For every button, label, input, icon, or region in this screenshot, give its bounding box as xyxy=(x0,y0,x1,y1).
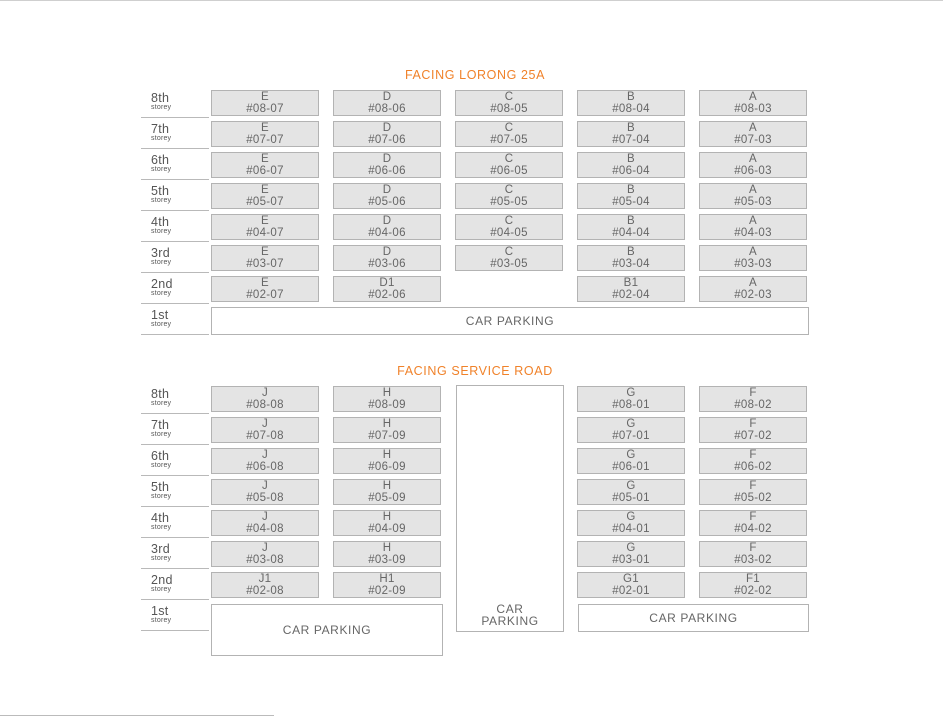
unit-number: #08-09 xyxy=(368,399,406,411)
unit-number: #06-03 xyxy=(734,165,772,177)
storey-divider xyxy=(141,475,209,476)
car-parking-column xyxy=(456,385,564,632)
unit-type: J xyxy=(261,480,269,492)
storey-word: storey xyxy=(151,616,172,624)
unit-type: G xyxy=(626,387,636,399)
unit-cell[interactable] xyxy=(455,245,563,271)
storey-divider xyxy=(141,272,209,273)
unit-number: #04-07 xyxy=(246,227,284,239)
storey-word: storey xyxy=(151,430,172,438)
storey-word: storey xyxy=(151,196,172,204)
unit-cell[interactable] xyxy=(211,90,319,116)
unit-type: B xyxy=(627,153,635,165)
storey-word: storey xyxy=(151,523,172,531)
footer-rule xyxy=(0,715,274,716)
unit-number: #08-03 xyxy=(734,103,772,115)
unit-cell[interactable] xyxy=(211,245,319,271)
unit-cell[interactable] xyxy=(699,90,807,116)
unit-number: #06-02 xyxy=(734,461,772,473)
storey-number: 5th xyxy=(151,480,170,494)
unit-cell[interactable] xyxy=(211,479,319,505)
unit-cell[interactable] xyxy=(577,121,685,147)
unit-type: J xyxy=(261,449,269,461)
unit-type: C xyxy=(504,122,514,134)
unit-number: #05-03 xyxy=(734,196,772,208)
unit-cell[interactable] xyxy=(211,448,319,474)
unit-type: E xyxy=(261,277,269,289)
unit-number: #06-09 xyxy=(368,461,406,473)
storey-divider xyxy=(141,148,209,149)
unit-number: #05-01 xyxy=(612,492,650,504)
unit-number: #08-08 xyxy=(246,399,284,411)
storey-label xyxy=(151,247,209,266)
storey-word: storey xyxy=(151,134,172,142)
unit-type: G xyxy=(626,542,636,554)
storey-number: 1st xyxy=(151,308,169,322)
storey-number: 3rd xyxy=(151,246,170,260)
unit-cell[interactable] xyxy=(699,386,807,412)
unit-type: B xyxy=(627,184,635,196)
unit-type: H1 xyxy=(379,573,395,585)
unit-type: B1 xyxy=(623,277,639,289)
unit-cell[interactable] xyxy=(577,479,685,505)
storey-label xyxy=(151,574,209,593)
storey-divider xyxy=(141,117,209,118)
unit-cell[interactable] xyxy=(577,183,685,209)
unit-type: B xyxy=(627,122,635,134)
unit-type: D xyxy=(382,246,392,258)
storey-word: storey xyxy=(151,227,172,235)
unit-number: #03-03 xyxy=(734,258,772,270)
unit-number: #07-07 xyxy=(246,134,284,146)
unit-number: #03-04 xyxy=(612,258,650,270)
unit-number: #08-04 xyxy=(612,103,650,115)
car-parking-left xyxy=(211,604,443,656)
unit-number: #02-08 xyxy=(246,585,284,597)
unit-cell[interactable] xyxy=(577,276,685,302)
car-parking-label: CAR PARKING xyxy=(649,611,738,625)
unit-type: H xyxy=(382,480,392,492)
storey-word: storey xyxy=(151,289,172,297)
storey-label xyxy=(151,309,209,328)
unit-number: #05-04 xyxy=(612,196,650,208)
unit-type: H xyxy=(382,418,392,430)
storey-number: 5th xyxy=(151,184,170,198)
unit-cell[interactable] xyxy=(333,183,441,209)
unit-cell[interactable] xyxy=(333,214,441,240)
storey-divider xyxy=(141,568,209,569)
unit-type: G xyxy=(626,511,636,523)
storey-label xyxy=(151,605,209,624)
unit-type: A xyxy=(749,246,757,258)
storey-label xyxy=(151,481,209,500)
unit-cell[interactable] xyxy=(699,152,807,178)
storey-divider xyxy=(141,599,209,600)
storey-label xyxy=(151,185,209,204)
unit-number: #04-09 xyxy=(368,523,406,535)
unit-cell[interactable] xyxy=(699,183,807,209)
unit-cell[interactable] xyxy=(577,386,685,412)
unit-number: #04-02 xyxy=(734,523,772,535)
unit-number: #06-06 xyxy=(368,165,406,177)
unit-number: #07-09 xyxy=(368,430,406,442)
unit-number: #07-01 xyxy=(612,430,650,442)
storey-number: 8th xyxy=(151,91,170,105)
storey-divider xyxy=(141,303,209,304)
unit-type: D xyxy=(382,91,392,103)
unit-type: B xyxy=(627,215,635,227)
unit-cell[interactable] xyxy=(333,479,441,505)
unit-cell[interactable] xyxy=(699,417,807,443)
storey-word: storey xyxy=(151,165,172,173)
unit-number: #07-05 xyxy=(490,134,528,146)
unit-cell[interactable] xyxy=(211,572,319,598)
unit-cell[interactable] xyxy=(333,448,441,474)
unit-cell[interactable] xyxy=(333,245,441,271)
unit-cell[interactable] xyxy=(455,152,563,178)
unit-number: #02-07 xyxy=(246,289,284,301)
unit-number: #06-07 xyxy=(246,165,284,177)
unit-type: G xyxy=(626,418,636,430)
unit-number: #03-07 xyxy=(246,258,284,270)
unit-cell[interactable] xyxy=(211,386,319,412)
unit-cell[interactable] xyxy=(577,90,685,116)
unit-type: J xyxy=(261,418,269,430)
storey-divider xyxy=(141,537,209,538)
unit-cell[interactable] xyxy=(333,572,441,598)
unit-type: H xyxy=(382,449,392,461)
unit-number: #02-04 xyxy=(612,289,650,301)
unit-cell[interactable] xyxy=(699,479,807,505)
unit-number: #06-05 xyxy=(490,165,528,177)
unit-number: #04-03 xyxy=(734,227,772,239)
car-parking-mid-line-2: PARKING xyxy=(481,614,539,628)
storey-number: 2nd xyxy=(151,277,173,291)
unit-number: #04-05 xyxy=(490,227,528,239)
unit-number: #08-01 xyxy=(612,399,650,411)
unit-cell[interactable] xyxy=(211,510,319,536)
unit-cell[interactable] xyxy=(699,214,807,240)
unit-number: #07-08 xyxy=(246,430,284,442)
unit-number: #02-09 xyxy=(368,585,406,597)
unit-type: C xyxy=(504,246,514,258)
storey-label xyxy=(151,123,209,142)
unit-number: #02-01 xyxy=(612,585,650,597)
unit-cell[interactable] xyxy=(577,541,685,567)
storey-divider xyxy=(141,506,209,507)
unit-number: #04-06 xyxy=(368,227,406,239)
unit-cell[interactable] xyxy=(577,214,685,240)
unit-type: C xyxy=(504,184,514,196)
storey-number: 2nd xyxy=(151,573,173,587)
unit-number: #05-08 xyxy=(246,492,284,504)
unit-cell[interactable] xyxy=(699,448,807,474)
unit-cell[interactable] xyxy=(333,386,441,412)
unit-cell[interactable] xyxy=(333,121,441,147)
storey-divider xyxy=(141,179,209,180)
unit-number: #03-08 xyxy=(246,554,284,566)
unit-type: D xyxy=(382,153,392,165)
unit-cell[interactable] xyxy=(577,572,685,598)
unit-number: #02-03 xyxy=(734,289,772,301)
storey-label xyxy=(151,419,209,438)
unit-number: #05-06 xyxy=(368,196,406,208)
storey-word: storey xyxy=(151,585,172,593)
car-parking-label: CAR PARKING xyxy=(282,623,372,637)
unit-number: #03-06 xyxy=(368,258,406,270)
storey-divider xyxy=(141,630,209,631)
unit-number: #05-05 xyxy=(490,196,528,208)
storey-label xyxy=(151,512,209,531)
unit-type: A xyxy=(749,215,757,227)
storey-word: storey xyxy=(151,461,172,469)
section-title-service-road: FACING SERVICE ROAD xyxy=(397,364,553,378)
unit-number: #08-05 xyxy=(490,103,528,115)
storey-number: 4th xyxy=(151,215,170,229)
unit-cell[interactable] xyxy=(577,448,685,474)
unit-number: #03-09 xyxy=(368,554,406,566)
unit-type: F xyxy=(749,418,757,430)
unit-cell[interactable] xyxy=(577,152,685,178)
storey-word: storey xyxy=(151,258,172,266)
unit-number: #03-05 xyxy=(490,258,528,270)
unit-cell[interactable] xyxy=(699,510,807,536)
storey-divider xyxy=(141,241,209,242)
storey-word: storey xyxy=(151,320,172,328)
unit-cell[interactable] xyxy=(211,121,319,147)
unit-cell[interactable] xyxy=(333,152,441,178)
unit-number: #04-08 xyxy=(246,523,284,535)
unit-cell[interactable] xyxy=(211,183,319,209)
unit-type: F1 xyxy=(745,573,761,585)
unit-type: C xyxy=(504,153,514,165)
unit-cell[interactable] xyxy=(211,276,319,302)
storey-word: storey xyxy=(151,492,172,500)
unit-type: C xyxy=(504,215,514,227)
storey-label xyxy=(151,543,209,562)
unit-number: #08-07 xyxy=(246,103,284,115)
storey-divider xyxy=(141,413,209,414)
unit-type: G1 xyxy=(623,573,639,585)
unit-type: A xyxy=(749,122,757,134)
unit-cell[interactable] xyxy=(333,417,441,443)
storey-word: storey xyxy=(151,103,172,111)
unit-type: J xyxy=(261,542,269,554)
top-rule xyxy=(0,0,943,1)
unit-type: D xyxy=(382,184,392,196)
unit-cell[interactable] xyxy=(699,541,807,567)
unit-type: A xyxy=(749,91,757,103)
unit-type: E xyxy=(261,122,269,134)
storey-label xyxy=(151,450,209,469)
unit-type: E xyxy=(261,153,269,165)
storey-label xyxy=(151,154,209,173)
unit-number: #03-02 xyxy=(734,554,772,566)
unit-type: H xyxy=(382,542,392,554)
unit-cell[interactable] xyxy=(211,417,319,443)
unit-type: F xyxy=(749,480,757,492)
unit-number: #04-04 xyxy=(612,227,650,239)
unit-cell[interactable] xyxy=(333,90,441,116)
storey-word: storey xyxy=(151,554,172,562)
unit-cell[interactable] xyxy=(699,245,807,271)
unit-number: #07-03 xyxy=(734,134,772,146)
unit-type: E xyxy=(261,246,269,258)
storey-number: 8th xyxy=(151,387,170,401)
unit-cell[interactable] xyxy=(211,214,319,240)
storey-number: 4th xyxy=(151,511,170,525)
unit-number: #04-01 xyxy=(612,523,650,535)
unit-cell[interactable] xyxy=(455,90,563,116)
unit-cell[interactable] xyxy=(699,276,807,302)
unit-cell[interactable] xyxy=(577,417,685,443)
unit-cell[interactable] xyxy=(455,183,563,209)
storey-number: 7th xyxy=(151,122,170,136)
unit-cell[interactable] xyxy=(577,245,685,271)
storey-label xyxy=(151,92,209,111)
unit-number: #05-07 xyxy=(246,196,284,208)
storey-divider xyxy=(141,444,209,445)
car-parking-1st-storey xyxy=(211,307,809,335)
unit-number: #06-04 xyxy=(612,165,650,177)
unit-type: J1 xyxy=(258,573,272,585)
storey-number: 3rd xyxy=(151,542,170,556)
unit-type: B xyxy=(627,246,635,258)
unit-number: #06-01 xyxy=(612,461,650,473)
unit-type: E xyxy=(261,184,269,196)
unit-number: #07-04 xyxy=(612,134,650,146)
unit-type: G xyxy=(626,480,636,492)
unit-type: D1 xyxy=(379,277,395,289)
storey-label xyxy=(151,216,209,235)
storey-number: 6th xyxy=(151,153,170,167)
unit-type: D xyxy=(382,122,392,134)
storey-label xyxy=(151,388,209,407)
unit-cell[interactable] xyxy=(455,214,563,240)
unit-number: #05-09 xyxy=(368,492,406,504)
unit-number: #02-06 xyxy=(368,289,406,301)
storey-divider xyxy=(141,210,209,211)
car-parking-label: CAR PARKING xyxy=(465,314,555,328)
unit-number: #07-02 xyxy=(734,430,772,442)
unit-number: #03-01 xyxy=(612,554,650,566)
unit-type: E xyxy=(261,91,269,103)
unit-type: A xyxy=(749,277,757,289)
unit-cell[interactable] xyxy=(211,152,319,178)
unit-cell[interactable] xyxy=(455,121,563,147)
storey-label xyxy=(151,278,209,297)
unit-cell[interactable] xyxy=(333,276,441,302)
unit-cell[interactable] xyxy=(577,510,685,536)
unit-cell[interactable] xyxy=(699,572,807,598)
unit-cell[interactable] xyxy=(333,541,441,567)
unit-cell[interactable] xyxy=(699,121,807,147)
unit-number: #08-06 xyxy=(368,103,406,115)
unit-type: C xyxy=(504,91,514,103)
storey-number: 6th xyxy=(151,449,170,463)
unit-type: A xyxy=(749,153,757,165)
unit-number: #08-02 xyxy=(734,399,772,411)
unit-type: F xyxy=(749,387,757,399)
unit-type: F xyxy=(749,542,757,554)
car-parking-right xyxy=(578,604,809,632)
unit-number: #07-06 xyxy=(368,134,406,146)
unit-number: #05-02 xyxy=(734,492,772,504)
unit-cell[interactable] xyxy=(333,510,441,536)
unit-cell[interactable] xyxy=(211,541,319,567)
unit-type: J xyxy=(261,511,269,523)
unit-number: #06-08 xyxy=(246,461,284,473)
unit-type: E xyxy=(261,215,269,227)
unit-type: D xyxy=(382,215,392,227)
storey-divider xyxy=(141,334,209,335)
unit-type: F xyxy=(749,511,757,523)
unit-type: B xyxy=(627,91,635,103)
storey-number: 1st xyxy=(151,604,169,618)
unit-number: #02-02 xyxy=(734,585,772,597)
unit-type: J xyxy=(261,387,269,399)
section-title-lorong-25a: FACING LORONG 25A xyxy=(404,68,546,82)
unit-type: H xyxy=(382,511,392,523)
unit-type: A xyxy=(749,184,757,196)
unit-type: H xyxy=(382,387,392,399)
car-parking-mid-line-1: CAR xyxy=(496,602,524,616)
unit-type: G xyxy=(626,449,636,461)
unit-type: F xyxy=(749,449,757,461)
storey-word: storey xyxy=(151,399,172,407)
storey-number: 7th xyxy=(151,418,170,432)
